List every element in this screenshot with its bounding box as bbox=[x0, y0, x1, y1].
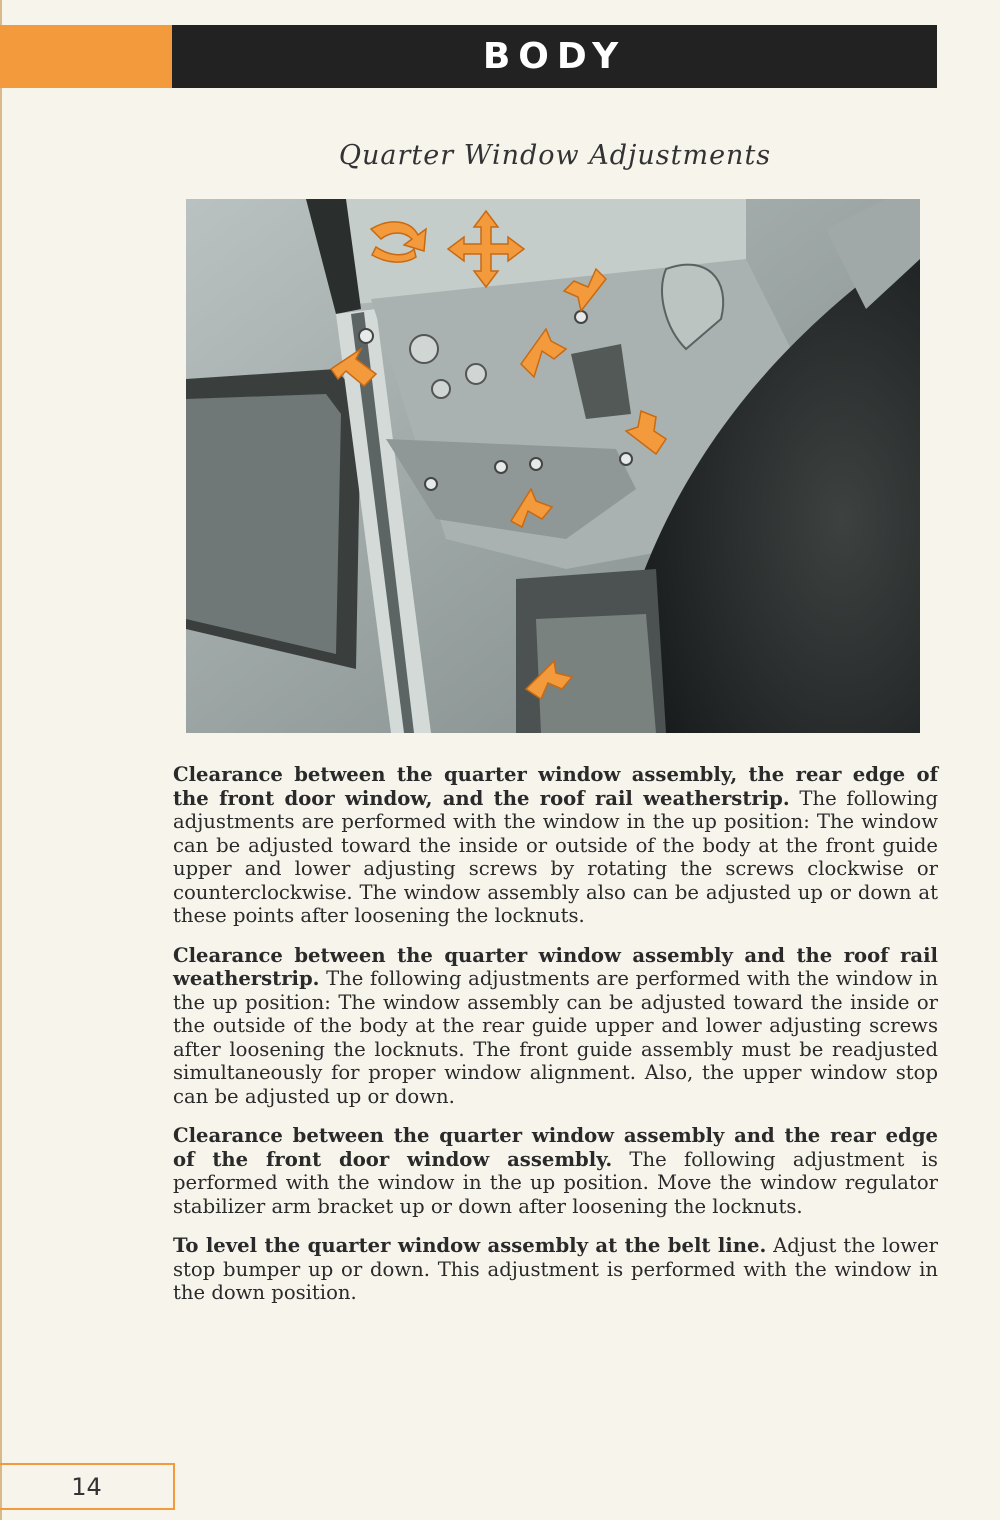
paragraph-3 bbox=[173, 1124, 938, 1218]
section-header bbox=[172, 25, 937, 88]
body-text bbox=[173, 763, 938, 1321]
paragraph-lead: Clearance between the quarter window assembly and the roof rail weatherstrip. bbox=[173, 943, 938, 990]
paragraph-lead: Clearance between the quarter window assembly, the rear edge of the front door window, and the roof rail weatherstrip. bbox=[173, 763, 938, 810]
photo-illustration bbox=[186, 199, 920, 733]
page-number-box bbox=[0, 1463, 175, 1510]
paragraph-body: Adjust the lower stop bumper up or down. This adjustment is performed with the window in the down position. bbox=[173, 1234, 938, 1304]
paragraph-body: The following adjustment is performed with the window in the up position. Move the window regulator stabilizer arm bracket up or down after loosening the locknuts. bbox=[173, 1147, 938, 1218]
section-title: BODY bbox=[482, 36, 627, 77]
paragraph-body: The following adjustments are performed with the window in the up position: The window assembly can be adjusted toward the inside or the outside of the body at the rear guide upper and lower adjusting screws after loosening the locknuts. The front guide assembly must be readjusted simultaneously for proper window alignment. Also, the upper window stop can be adjusted up or down. bbox=[173, 967, 938, 1108]
header-accent-tab bbox=[0, 25, 172, 88]
paragraph-1 bbox=[173, 763, 938, 928]
paragraph-2 bbox=[173, 944, 938, 1109]
page-number: 14 bbox=[71, 1472, 102, 1501]
paragraph-body: The following adjustments are performed with the window in the up position: The window can be adjusted toward the inside or outside of the body at the front guide upper and lower adjusting screws by rotating the screws clockwise or counterclockwise. The window assembly also can be adjusted up or down at these points after loosening the locknuts. bbox=[173, 786, 938, 927]
page-title: Quarter Window Adjustments bbox=[338, 140, 772, 171]
quarter-window-photo bbox=[186, 199, 920, 733]
paragraph-4 bbox=[173, 1234, 938, 1305]
paragraph-lead: To level the quarter window assembly at the belt line. bbox=[173, 1234, 767, 1257]
left-margin-rule bbox=[0, 0, 2, 1520]
paragraph-lead: Clearance between the quarter window assembly and the rear edge of the front door window assembly. bbox=[173, 1124, 938, 1171]
